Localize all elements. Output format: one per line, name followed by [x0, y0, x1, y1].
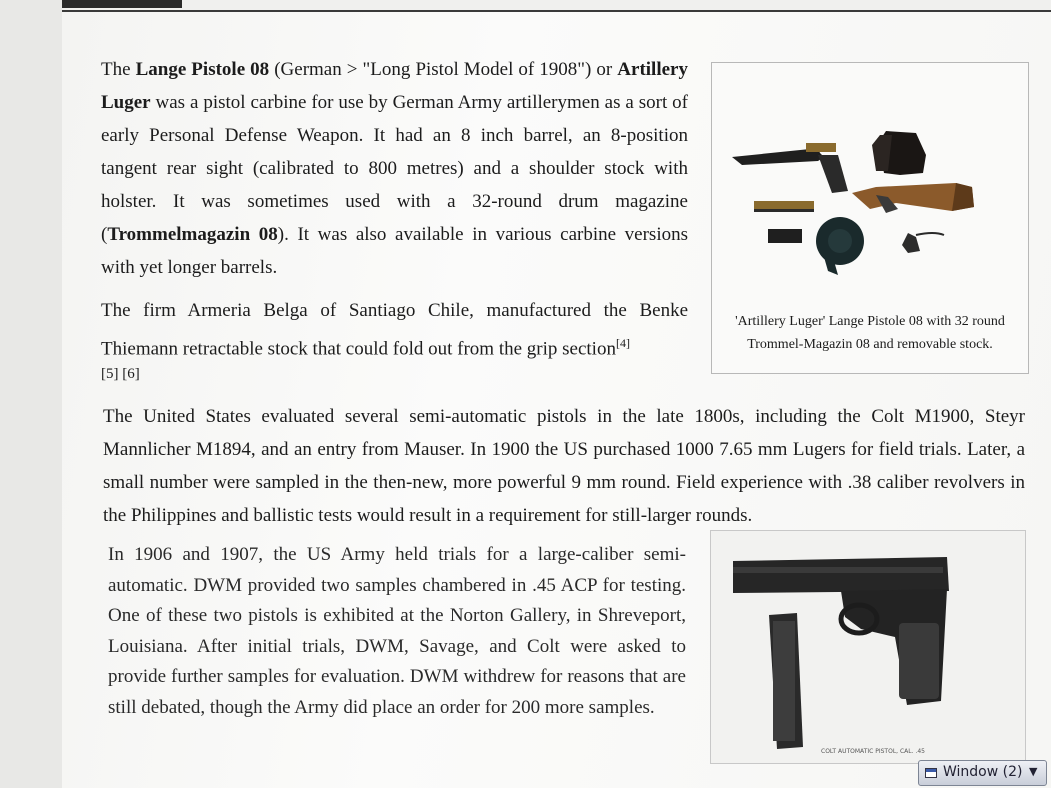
paragraph-armeria-belga: The firm Armeria Belga of Santiago Chile, manufactured the Benke Thiemann retractable stock that could fold out from the grip section[4] [5] [6]: [101, 300, 688, 383]
colt-pistol-photo: [711, 531, 1025, 763]
header-tab: [62, 0, 182, 8]
photo-caption-text: COLT AUTOMATIC PISTOL, CAL. .45: [821, 748, 925, 755]
chevron-down-icon[interactable]: ▼: [1029, 765, 1038, 778]
paragraph-lange-pistole: The Lange Pistole 08 (German > "Long Pistol Model of 1908") or Artillery Luger was a pistol carbine for use by German Army artillerymen as a sort of early Personal Defense Weapon. It had an 8 inch barrel, an 8-position tangent rear sight (calibrated to 800 metres) and a shoulder stock with holster. It was sometimes used with a 32-round drum magazine (Trommelmagazin 08). It was also available in various carbine versions with yet longer barrels.: [101, 59, 688, 278]
reference-links[interactable]: [5] [6]: [101, 366, 140, 383]
figure-caption: 'Artillery Luger' Lange Pistole 08 with 32 round Trommel-Magazin 08 and removable stock.: [735, 314, 1005, 352]
taskbar-window-label: Window (2): [943, 764, 1023, 780]
window-icon: [925, 768, 937, 778]
reference-link-4[interactable]: [4]: [615, 336, 630, 350]
paragraph-army-trials: In 1906 and 1907, the US Army held trials for a large-caliber semi-automatic. DWM provided two samples chambered in .45 ACP for testing. One of these two pistols is exhibited at the Norton Gallery, in Shreveport, Louisiana. After initial trials, DWM, Savage, and Colt were asked to provide further samples for evaluation. DWM withdrew for reasons that are still debated, though the Army did place an order for 200 more samples.: [108, 544, 686, 718]
figure-colt-pistol: [710, 530, 1026, 764]
term-trommelmagazin: Trommelmagazin 08: [107, 224, 278, 245]
taskbar-window-button[interactable]: [918, 760, 1047, 786]
paragraph-us-evaluation: The United States evaluated several semi-automatic pistols in the late 1800s, including the Colt M1900, Steyr Mannlicher M1894, and an entry from Mauser. In 1900 the US purchased 1000 7.65 mm Lugers for field trials. Later, a small number were sampled in the then-new, more powerful 9 mm round. Field experience with .38 caliber revolvers in the Philippines and ballistic tests would result in a requirement for still-larger rounds.: [103, 406, 1025, 526]
figure-artillery-luger: [711, 62, 1029, 374]
artillery-luger-photo: [720, 95, 1020, 315]
term-lange-pistole: Lange Pistole 08: [135, 59, 270, 80]
window-top-edge: [62, 0, 1051, 12]
term-artillery-luger: Artillery Luger: [101, 59, 688, 113]
